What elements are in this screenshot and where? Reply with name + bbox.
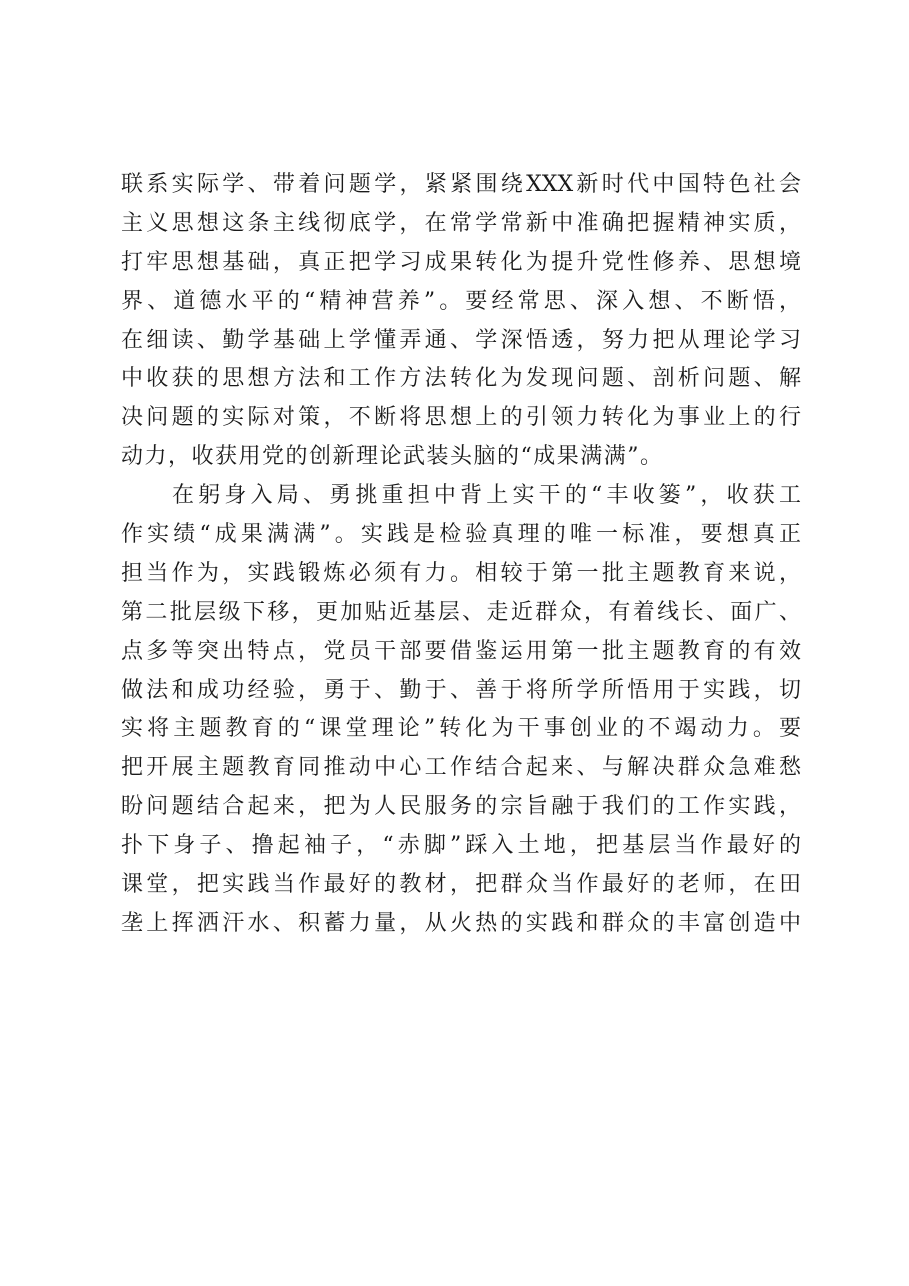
text-line: 课堂，把实践当作最好的教材，把群众当作最好的老师，在田: [121, 872, 801, 898]
text-line: 联系实际学、带着问题学，紧紧围绕XXX新时代中国特色社会: [121, 172, 801, 197]
text-line: 做法和成功经验，勇于、勤于、善于将所学所悟用于实践，切: [121, 677, 801, 703]
body-text: [121, 166, 801, 944]
text-line: 把开展主题教育同推动中心工作结合起来、与解决群众急难愁: [121, 755, 801, 781]
text-line: 界、道德水平的“精神营养”。要经常思、深入想、不断悟，: [121, 288, 801, 314]
text-line: 打牢思想基础，真正把学习成果转化为提升党性修养、思想境: [121, 249, 801, 275]
text-line: 在细读、勤学基础上学懂弄通、学深悟透，努力把从理论学习: [121, 327, 801, 353]
text-line: 担当作为，实践锻炼必须有力。相较于第一批主题教育来说，: [121, 560, 801, 586]
text-line: 决问题的实际对策，不断将思想上的引领力转化为事业上的行: [121, 405, 801, 431]
text-line: 点多等突出特点，党员干部要借鉴运用第一批主题教育的有效: [121, 638, 801, 664]
text-line: 主义思想这条主线彻底学，在常学常新中准确把握精神实质，: [121, 210, 801, 236]
paragraph-1: [121, 166, 801, 477]
text-line: 垄上挥洒汗水、积蓄力量，从火热的实践和群众的丰富创造中: [121, 910, 801, 936]
text-line: 在躬身入局、勇挑重担中背上实干的“丰收篓”，收获工: [172, 483, 801, 509]
text-line: 第二批层级下移，更加贴近基层、走近群众，有着线长、面广、: [121, 599, 801, 625]
text-line: 中收获的思想方法和工作方法转化为发现问题、剖析问题、解: [121, 366, 801, 392]
paragraph-2: [121, 477, 801, 944]
text-line: 实将主题教育的“课堂理论”转化为干事创业的不竭动力。要: [121, 716, 801, 742]
text-line: 作实绩“成果满满”。实践是检验真理的唯一标准，要想真正: [121, 522, 801, 548]
text-line: 动力，收获用党的创新理论武装头脑的“成果满满”。: [121, 444, 664, 470]
text-line: 盼问题结合起来，把为人民服务的宗旨融于我们的工作实践，: [121, 794, 801, 820]
text-line: 扑下身子、撸起袖子，“赤脚”踩入土地，把基层当作最好的: [121, 833, 801, 859]
